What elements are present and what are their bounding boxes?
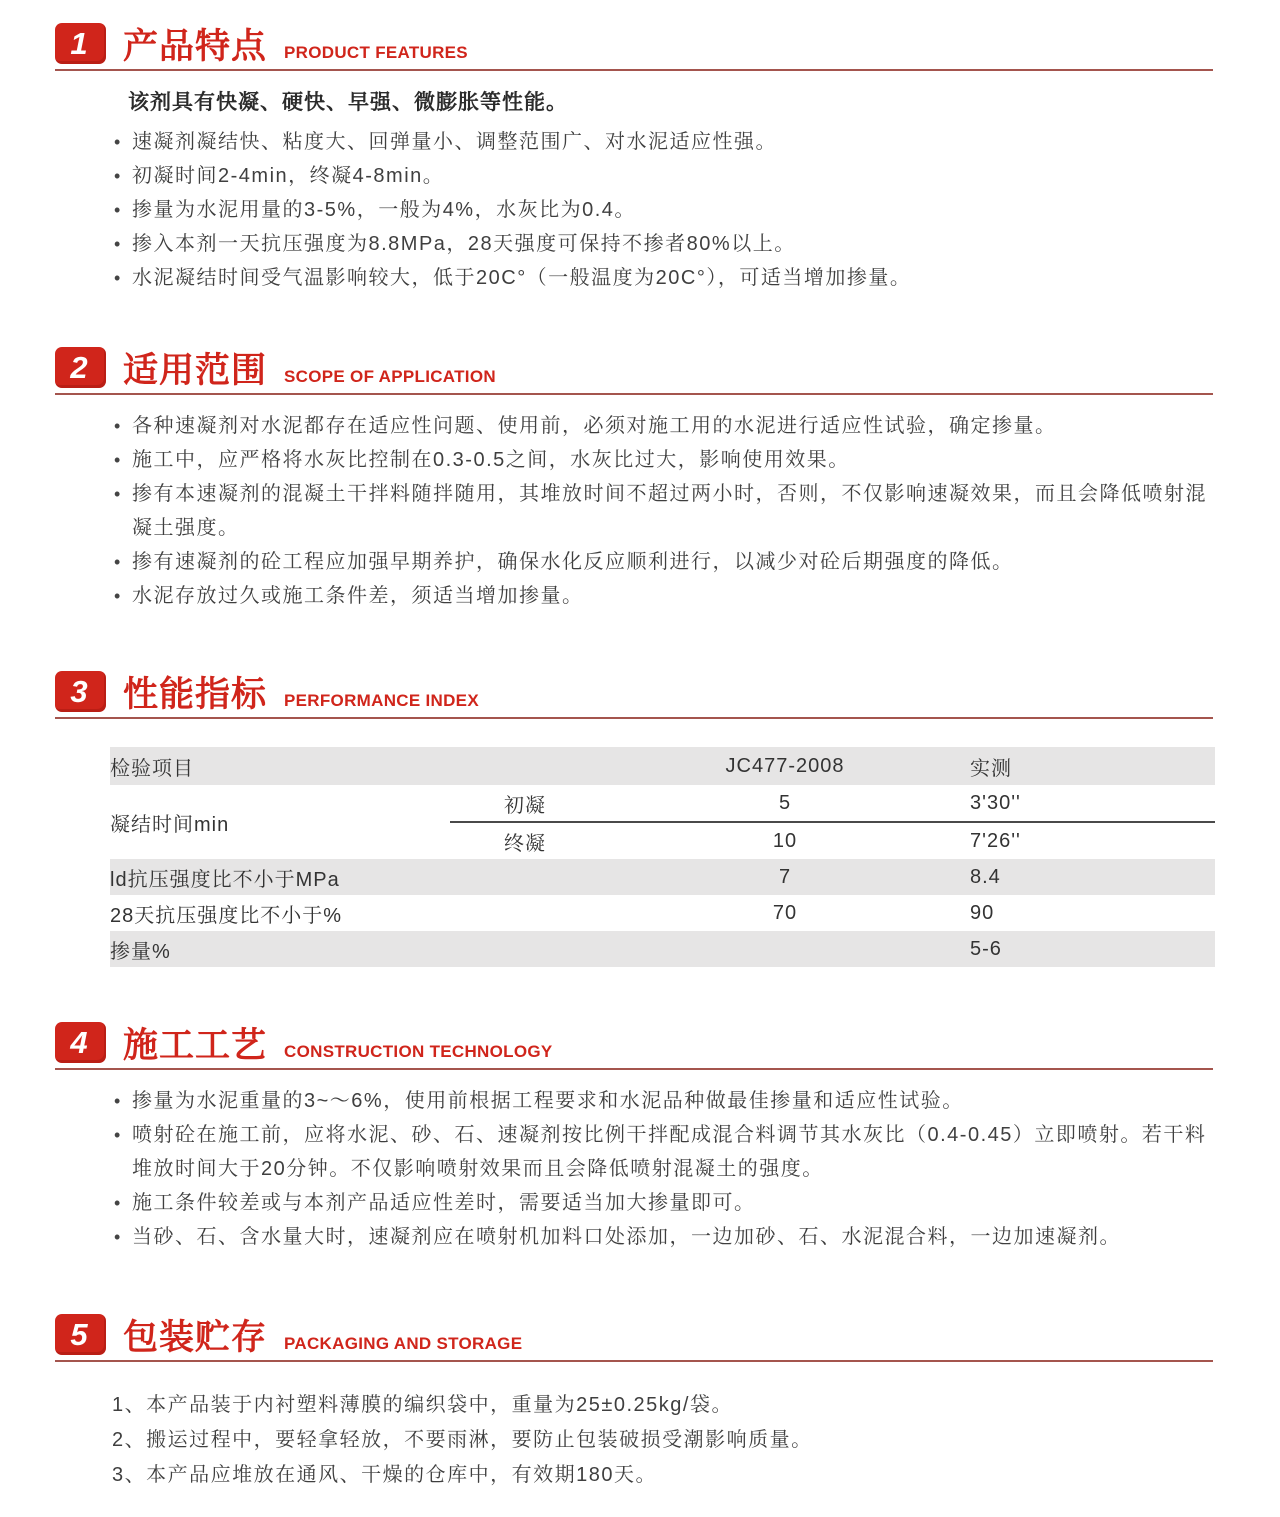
numbered-item: 3、本产品应堆放在通风、干燥的仓库中，有效期180天。 [112,1464,657,1486]
table-cell-dosage-standard [600,931,970,967]
section-3-title-cn: 性能指标 [123,675,268,714]
performance-index-table [110,747,1215,967]
section-performance-index [0,671,1280,967]
scope-list [112,409,1227,613]
table-cell-1d-strength: ld抗压强度比不小于MPa [110,859,450,895]
bullet-item: • 掺量为水泥用量的3-5%，一般为4%，水灰比为0.4。 [112,193,1227,227]
table-cell-28d-strength: 28天抗压强度比不小于% [110,904,343,927]
bullet-item: • 水泥凝结时间受气温影响较大，低于20C°（一般温度为20C°），可适当增加掺量。 [112,261,1227,295]
table-cell-dosage-measured: 5-6 [970,931,1215,967]
table-row [110,931,1215,967]
table-cell-final-measured: 7'26'' [970,829,1021,852]
bullet-item: • 水泥存放过久或施工条件差，须适当增加掺量。 [112,579,1227,613]
section-3-number-badge: 3 [55,671,106,712]
bullet-item: • 施工中，应严格将水灰比控制在0.3-0.5之间，水灰比过大，影响使用效果。 [112,443,1227,477]
table-header-sub [450,747,600,785]
table-row [110,895,1215,931]
section-2-number-badge: 2 [55,347,106,388]
section-scope-of-application [0,347,1280,613]
section-1-number-badge: 1 [55,23,106,64]
table-cell-setting-time: 凝结时间min [110,813,230,836]
packaging-list [112,1388,1227,1493]
table-header-row [110,747,1215,785]
table-cell-initial-standard: 5 [600,785,970,822]
table-header-item: 检验项目 [110,747,450,785]
section-5-header [55,1314,1213,1362]
bullet-item: • 掺量为水泥重量的3~～6%，使用前根据工程要求和水泥品种做最佳掺量和适应性试验。 [112,1084,1227,1118]
section-product-features [0,23,1280,295]
table-row [110,859,1215,895]
table-cell-1d-standard: 7 [600,859,970,895]
section-4-title-en: CONSTRUCTION TECHNOLOGY [284,1042,553,1061]
section-2-header [55,347,1213,395]
section-construction-technology [0,1022,1280,1254]
table-cell-empty [450,859,600,895]
table-header-standard: JC477-2008 [600,747,970,785]
construction-list [112,1084,1227,1254]
table-cell-empty [450,931,600,967]
section-5-title-cn: 包装贮存 [123,1318,268,1357]
product-features-list [112,125,1227,295]
section-1-title-cn: 产品特点 [123,27,268,66]
section-5-title-en: PACKAGING AND STORAGE [284,1334,523,1353]
bullet-item: • 施工条件较差或与本剂产品适应性差时，需要适当加大掺量即可。 [112,1186,1227,1220]
table-cell-empty [450,895,600,931]
table-cell-final-standard: 10 [772,829,798,852]
table-cell-initial-set: 初凝 [450,785,600,822]
table-header-measured: 实测 [970,747,1215,785]
bullet-item: • 掺有本速凝剂的混凝土干拌料随拌随用，其堆放时间不超过两小时，否则，不仅影响速凝效果，而且会降低喷射混凝土强度。 [112,477,1227,545]
bullet-item: • 喷射砼在施工前，应将水泥、砂、石、速凝剂按比例干拌配成混合料调节其水灰比（0.4-0.45）立即喷射。若干料堆放时间大于20分钟。不仅影响喷射效果而且会降低喷射混凝土的强度。 [112,1118,1227,1186]
table-cell-28d-measured: 90 [970,901,995,924]
section-1-header [55,23,1213,71]
section-2-title-cn: 适用范围 [123,351,268,390]
section-2-title-en: SCOPE OF APPLICATION [284,367,496,386]
product-features-intro: 该剂具有快凝、硬快、早强、微膨胀等性能。 [128,91,568,114]
section-3-title-en: PERFORMANCE INDEX [284,691,479,710]
section-1-title-en: PRODUCT FEATURES [284,43,468,62]
numbered-item: 2、搬运过程中，要轻拿轻放，不要雨淋，要防止包装破损受潮影响质量。 [112,1429,813,1451]
table-cell-final-set: 终凝 [504,832,546,855]
bullet-item: • 初凝时间2-4min，终凝4-8min。 [112,159,1227,193]
bullet-item: • 各种速凝剂对水泥都存在适应性问题、使用前，必须对施工用的水泥进行适应性试验，确定掺量。 [112,409,1227,443]
table-cell-1d-measured: 8.4 [970,859,1215,895]
section-4-number-badge: 4 [55,1022,106,1063]
section-3-header [55,671,1213,719]
table-row [110,785,1215,822]
table-cell-dosage: 掺量% [110,931,450,967]
bullet-item: • 速凝剂凝结快、粘度大、回弹量小、调整范围广、对水泥适应性强。 [112,125,1227,159]
numbered-item: 1、本产品装于内衬塑料薄膜的编织袋中，重量为25±0.25kg/袋。 [112,1394,733,1416]
section-4-header [55,1022,1213,1070]
section-5-number-badge: 5 [55,1314,106,1355]
bullet-item: • 当砂、石、含水量大时，速凝剂应在喷射机加料口处添加，一边加砂、石、水泥混合料，一边加速凝剂。 [112,1220,1227,1254]
table-cell-initial-measured: 3'30'' [970,785,1215,822]
section-packaging-storage [0,1314,1280,1493]
bullet-item: • 掺有速凝剂的砼工程应加强早期养护，确保水化反应顺利进行，以减少对砼后期强度的降低。 [112,545,1227,579]
table-cell-28d-standard: 70 [772,901,798,924]
section-4-title-cn: 施工工艺 [123,1026,268,1065]
bullet-item: • 掺入本剂一天抗压强度为8.8MPa，28天强度可保持不掺者80%以上。 [112,227,1227,261]
